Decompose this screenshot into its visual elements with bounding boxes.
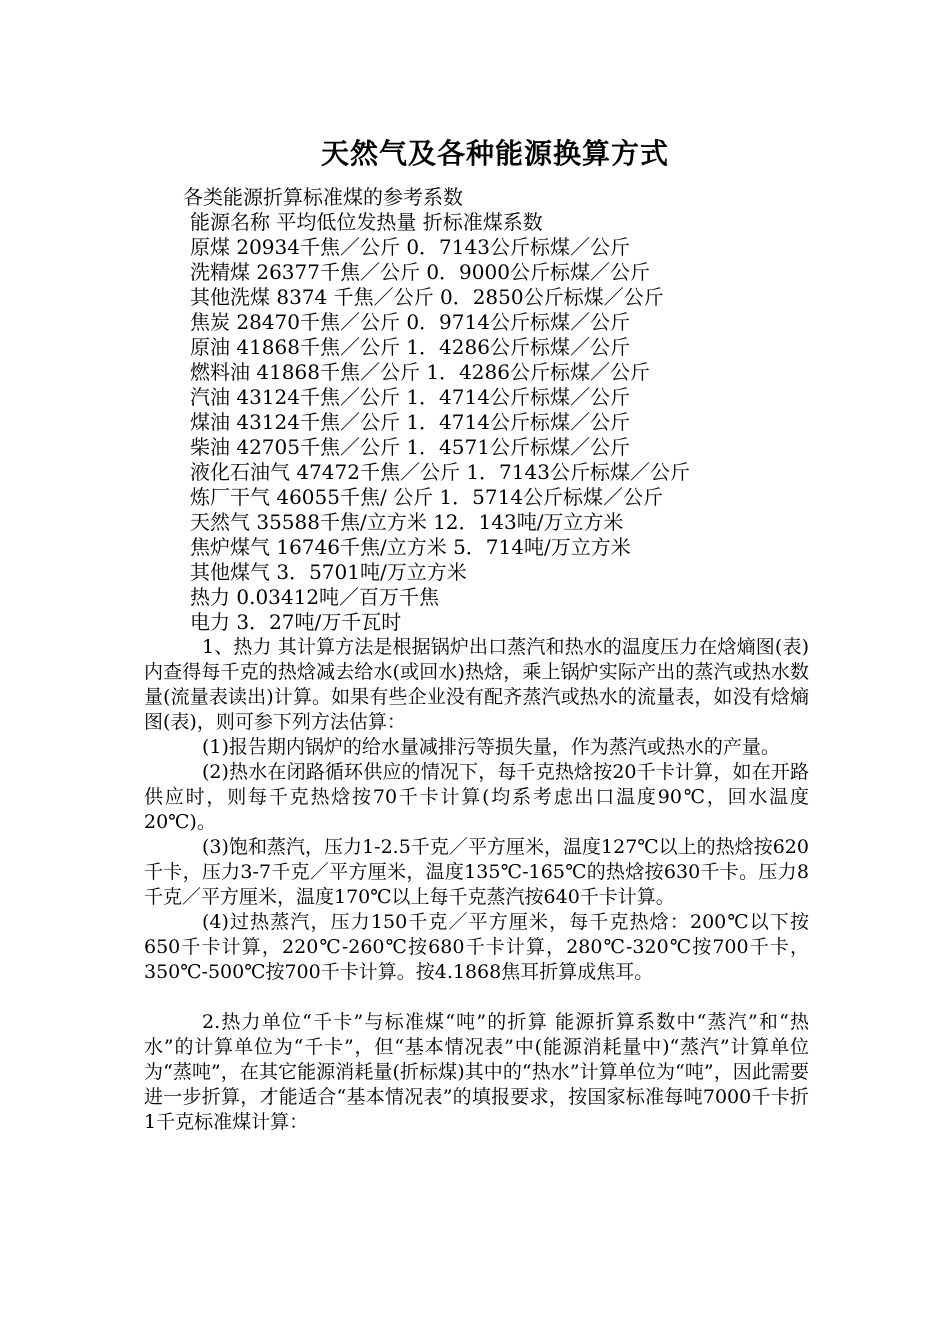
list-item: 汽油 43124千焦／公斤 1．4714公斤标煤／公斤 (190, 385, 630, 409)
paragraph-heat-calculation: 1、热力 其计算方法是根据锅炉出口蒸汽和热水的温度压力在焓熵图(表)内查得每千克的热焓减去给水(或回水)热焓，乘上锅炉实际产出的蒸汽或热水数量(流量表读出)计算。如果有些企业没有配齐蒸汽或热水的流量表，如没有焓熵图(表)，则可参下列方法估算： (144, 636, 809, 733)
list-item: 其他煤气 3．5701吨/万立方米 (190, 560, 467, 584)
list-item: 炼厂干气 46055千焦/ 公斤 1．5714公斤标煤／公斤 (190, 485, 664, 509)
paragraph-method-2: (2)热水在闭路循环供应的情况下，每千克热焓按20千卡计算，如在开路供应时，则每千克热焓按70千卡计算(均系考虑出口温度90℃，回水温度20℃)。 (144, 761, 809, 833)
paragraph-unit-conversion: 2.热力单位“千卡”与标准煤“吨”的折算 能源折算系数中“蒸汽”和“热水”的计算单位为“千卡”，但“基本情况表”中(能源消耗量中)“蒸汽”计算单位为“蒸吨”，在其它能源消耗量(折标煤)其中的“热水”计算单位为“吨”，因此需要进一步折算，才能适合“基本情况表”的填报要求，按国家标准每吨7000千卡折1千克标准煤计算： (144, 1011, 809, 1133)
list-item: 天然气 35588千焦/立方米 12．143吨/万立方米 (190, 510, 624, 534)
list-item: 焦炭 28470千焦／公斤 0．9714公斤标煤／公斤 (190, 310, 630, 334)
list-item: 热力 0.03412吨／百万千焦 (190, 585, 440, 609)
list-item: 电力 3．27吨/万千瓦时 (190, 610, 402, 634)
paragraph-method-1: (1)报告期内锅炉的给水量减排污等损失量，作为蒸汽或热水的产量。 (202, 736, 780, 758)
energy-coefficient-list (190, 210, 690, 635)
list-item: 液化石油气 47472千焦／公斤 1．7143公斤标煤／公斤 (190, 460, 690, 484)
table-header-row: 能源名称 平均低位发热量 折标准煤系数 (190, 210, 543, 234)
paragraph-method-4: (4)过热蒸汽，压力150千克／平方厘米，每千克热焓：200℃以下按650千卡计算，220℃-260℃按680千卡计算，280℃-320℃按700千卡，350℃-500℃按700千卡计算。按4.1868焦耳折算成焦耳。 (144, 911, 809, 983)
list-item: 燃料油 41868千焦／公斤 1．4286公斤标煤／公斤 (190, 360, 650, 384)
list-item: 原煤 20934千焦／公斤 0．7143公斤标煤／公斤 (190, 235, 630, 259)
table-caption: 各类能源折算标准煤的参考系数 (183, 185, 463, 209)
document-title: 天然气及各种能源换算方式 (320, 137, 669, 170)
list-item: 原油 41868千焦／公斤 1．4286公斤标煤／公斤 (190, 335, 630, 359)
document-body (144, 635, 809, 1135)
list-item: 洗精煤 26377千焦／公斤 0．9000公斤标煤／公斤 (190, 260, 650, 284)
list-item: 其他洗煤 8374 千焦／公斤 0．2850公斤标煤／公斤 (190, 285, 664, 309)
list-item: 柴油 42705千焦／公斤 1．4571公斤标煤／公斤 (190, 435, 630, 459)
paragraph-method-3: (3)饱和蒸汽，压力1-2.5千克／平方厘米，温度127℃以上的热焓按620千卡，压力3-7千克／平方厘米，温度135℃-165℃的热焓按630千卡。压力8千克／平方厘米，温度170℃以上每千克蒸汽按640千卡计算。 (144, 836, 809, 908)
list-item: 焦炉煤气 16746千焦/立方米 5．714吨/万立方米 (190, 535, 631, 559)
list-item: 煤油 43124千焦／公斤 1．4714公斤标煤／公斤 (190, 410, 630, 434)
